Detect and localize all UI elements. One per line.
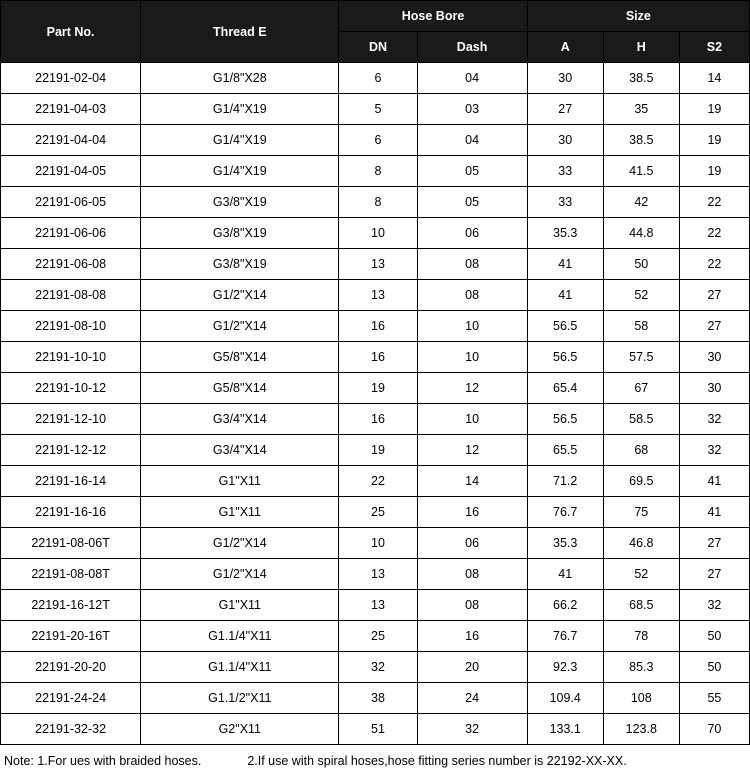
cell-a: 30	[527, 125, 603, 156]
cell-dn: 25	[339, 497, 417, 528]
cell-part-no: 22191-20-16T	[1, 621, 141, 652]
cell-h: 57.5	[603, 342, 679, 373]
cell-a: 109.4	[527, 683, 603, 714]
cell-h: 58	[603, 311, 679, 342]
cell-thread-e: G3/4"X14	[141, 404, 339, 435]
cell-thread-e: G1/4"X19	[141, 125, 339, 156]
cell-s2: 30	[679, 373, 749, 404]
cell-h: 52	[603, 559, 679, 590]
cell-part-no: 22191-04-05	[1, 156, 141, 187]
column-header-part-no: Part No.	[1, 1, 141, 63]
cell-a: 71.2	[527, 466, 603, 497]
table-row	[1, 280, 750, 311]
table-header	[1, 1, 750, 63]
cell-a: 76.7	[527, 497, 603, 528]
cell-s2: 27	[679, 280, 749, 311]
cell-dash: 05	[417, 156, 527, 187]
cell-part-no: 22191-12-10	[1, 404, 141, 435]
cell-h: 58.5	[603, 404, 679, 435]
cell-dash: 24	[417, 683, 527, 714]
cell-a: 56.5	[527, 404, 603, 435]
cell-part-no: 22191-06-05	[1, 187, 141, 218]
cell-a: 27	[527, 94, 603, 125]
cell-a: 30	[527, 63, 603, 94]
table-row	[1, 466, 750, 497]
cell-dn: 13	[339, 559, 417, 590]
cell-dash: 12	[417, 435, 527, 466]
cell-dash: 08	[417, 280, 527, 311]
cell-s2: 27	[679, 528, 749, 559]
cell-h: 41.5	[603, 156, 679, 187]
cell-s2: 41	[679, 497, 749, 528]
cell-h: 68.5	[603, 590, 679, 621]
cell-dash: 06	[417, 218, 527, 249]
column-header-thread-e: Thread E	[141, 1, 339, 63]
column-header-dn: DN	[339, 32, 417, 63]
table-row	[1, 342, 750, 373]
table-body	[1, 63, 750, 745]
cell-dash: 12	[417, 373, 527, 404]
cell-part-no: 22191-02-04	[1, 63, 141, 94]
table-row	[1, 187, 750, 218]
column-header-a: A	[527, 32, 603, 63]
cell-dn: 13	[339, 590, 417, 621]
table-row	[1, 652, 750, 683]
cell-thread-e: G2"X11	[141, 714, 339, 745]
cell-part-no: 22191-24-24	[1, 683, 141, 714]
cell-h: 78	[603, 621, 679, 652]
cell-part-no: 22191-16-14	[1, 466, 141, 497]
cell-thread-e: G5/8"X14	[141, 373, 339, 404]
cell-h: 38.5	[603, 125, 679, 156]
cell-thread-e: G1/8"X28	[141, 63, 339, 94]
cell-thread-e: G1.1/4"X11	[141, 652, 339, 683]
cell-part-no: 22191-08-10	[1, 311, 141, 342]
cell-dash: 05	[417, 187, 527, 218]
cell-a: 35.3	[527, 528, 603, 559]
cell-a: 41	[527, 280, 603, 311]
cell-thread-e: G3/8"X19	[141, 218, 339, 249]
cell-part-no: 22191-16-12T	[1, 590, 141, 621]
cell-a: 92.3	[527, 652, 603, 683]
cell-s2: 50	[679, 652, 749, 683]
cell-s2: 55	[679, 683, 749, 714]
cell-dash: 16	[417, 621, 527, 652]
table-row	[1, 683, 750, 714]
table-row	[1, 714, 750, 745]
cell-s2: 70	[679, 714, 749, 745]
cell-dash: 04	[417, 63, 527, 94]
cell-h: 42	[603, 187, 679, 218]
cell-thread-e: G1"X11	[141, 590, 339, 621]
cell-h: 38.5	[603, 63, 679, 94]
cell-s2: 27	[679, 559, 749, 590]
cell-dn: 13	[339, 249, 417, 280]
cell-s2: 50	[679, 621, 749, 652]
cell-dn: 16	[339, 311, 417, 342]
cell-dn: 13	[339, 280, 417, 311]
cell-s2: 22	[679, 218, 749, 249]
footnote-part-1: Note: 1.For ues with braided hoses.	[4, 754, 202, 768]
cell-thread-e: G1"X11	[141, 466, 339, 497]
cell-thread-e: G1/4"X19	[141, 94, 339, 125]
table-row	[1, 63, 750, 94]
cell-dash: 08	[417, 559, 527, 590]
cell-thread-e: G1/2"X14	[141, 528, 339, 559]
cell-s2: 14	[679, 63, 749, 94]
cell-a: 56.5	[527, 311, 603, 342]
cell-a: 41	[527, 559, 603, 590]
cell-part-no: 22191-12-12	[1, 435, 141, 466]
cell-s2: 32	[679, 404, 749, 435]
cell-dash: 04	[417, 125, 527, 156]
cell-dn: 5	[339, 94, 417, 125]
cell-h: 67	[603, 373, 679, 404]
cell-part-no: 22191-10-12	[1, 373, 141, 404]
cell-a: 133.1	[527, 714, 603, 745]
cell-part-no: 22191-08-06T	[1, 528, 141, 559]
cell-dash: 08	[417, 249, 527, 280]
cell-h: 52	[603, 280, 679, 311]
cell-dn: 10	[339, 218, 417, 249]
cell-dash: 10	[417, 404, 527, 435]
column-header-dash: Dash	[417, 32, 527, 63]
cell-dn: 16	[339, 404, 417, 435]
cell-thread-e: G1/4"X19	[141, 156, 339, 187]
column-header-h: H	[603, 32, 679, 63]
cell-s2: 22	[679, 187, 749, 218]
cell-h: 108	[603, 683, 679, 714]
cell-dn: 19	[339, 435, 417, 466]
cell-dn: 51	[339, 714, 417, 745]
cell-dash: 32	[417, 714, 527, 745]
cell-a: 41	[527, 249, 603, 280]
cell-h: 35	[603, 94, 679, 125]
table-row	[1, 528, 750, 559]
table-row	[1, 249, 750, 280]
table-row	[1, 404, 750, 435]
cell-h: 46.8	[603, 528, 679, 559]
cell-a: 65.4	[527, 373, 603, 404]
table-row	[1, 156, 750, 187]
cell-dash: 08	[417, 590, 527, 621]
table-row	[1, 497, 750, 528]
table-row	[1, 621, 750, 652]
cell-h: 44.8	[603, 218, 679, 249]
cell-dn: 16	[339, 342, 417, 373]
cell-thread-e: G3/8"X19	[141, 249, 339, 280]
cell-h: 85.3	[603, 652, 679, 683]
cell-dn: 22	[339, 466, 417, 497]
cell-part-no: 22191-08-08	[1, 280, 141, 311]
cell-thread-e: G1/2"X14	[141, 559, 339, 590]
table-row	[1, 435, 750, 466]
cell-h: 50	[603, 249, 679, 280]
cell-s2: 19	[679, 125, 749, 156]
table-row	[1, 373, 750, 404]
cell-part-no: 22191-04-04	[1, 125, 141, 156]
table-row	[1, 94, 750, 125]
cell-a: 66.2	[527, 590, 603, 621]
cell-s2: 19	[679, 156, 749, 187]
cell-h: 75	[603, 497, 679, 528]
cell-a: 56.5	[527, 342, 603, 373]
cell-dn: 32	[339, 652, 417, 683]
cell-part-no: 22191-06-08	[1, 249, 141, 280]
cell-h: 68	[603, 435, 679, 466]
table-row	[1, 311, 750, 342]
cell-dn: 19	[339, 373, 417, 404]
table-row	[1, 559, 750, 590]
cell-s2: 19	[679, 94, 749, 125]
cell-thread-e: G1/2"X14	[141, 280, 339, 311]
cell-dash: 16	[417, 497, 527, 528]
cell-dn: 6	[339, 63, 417, 94]
cell-a: 76.7	[527, 621, 603, 652]
cell-s2: 41	[679, 466, 749, 497]
cell-dash: 20	[417, 652, 527, 683]
cell-thread-e: G3/4"X14	[141, 435, 339, 466]
cell-thread-e: G5/8"X14	[141, 342, 339, 373]
column-header-s2: S2	[679, 32, 749, 63]
cell-thread-e: G1"X11	[141, 497, 339, 528]
cell-h: 123.8	[603, 714, 679, 745]
cell-a: 33	[527, 156, 603, 187]
cell-thread-e: G1.1/4"X11	[141, 621, 339, 652]
cell-s2: 32	[679, 435, 749, 466]
cell-thread-e: G3/8"X19	[141, 187, 339, 218]
cell-part-no: 22191-10-10	[1, 342, 141, 373]
cell-part-no: 22191-08-08T	[1, 559, 141, 590]
cell-dash: 10	[417, 342, 527, 373]
cell-dash: 10	[417, 311, 527, 342]
cell-a: 33	[527, 187, 603, 218]
table-row	[1, 125, 750, 156]
cell-dash: 03	[417, 94, 527, 125]
cell-thread-e: G1.1/2"X11	[141, 683, 339, 714]
cell-dn: 8	[339, 187, 417, 218]
cell-a: 35.3	[527, 218, 603, 249]
footnote	[0, 745, 750, 768]
cell-s2: 32	[679, 590, 749, 621]
cell-part-no: 22191-06-06	[1, 218, 141, 249]
table-row	[1, 590, 750, 621]
cell-h: 69.5	[603, 466, 679, 497]
cell-dn: 8	[339, 156, 417, 187]
cell-dash: 14	[417, 466, 527, 497]
cell-dn: 38	[339, 683, 417, 714]
cell-s2: 27	[679, 311, 749, 342]
cell-part-no: 22191-04-03	[1, 94, 141, 125]
cell-part-no: 22191-32-32	[1, 714, 141, 745]
cell-a: 65.5	[527, 435, 603, 466]
cell-s2: 30	[679, 342, 749, 373]
cell-dash: 06	[417, 528, 527, 559]
cell-part-no: 22191-16-16	[1, 497, 141, 528]
cell-part-no: 22191-20-20	[1, 652, 141, 683]
cell-dn: 6	[339, 125, 417, 156]
cell-s2: 22	[679, 249, 749, 280]
cell-dn: 25	[339, 621, 417, 652]
table-row	[1, 218, 750, 249]
column-group-header-size: Size	[527, 1, 749, 32]
column-group-header-hose-bore: Hose Bore	[339, 1, 527, 32]
cell-dn: 10	[339, 528, 417, 559]
footnote-part-2: 2.If use with spiral hoses,hose fitting series number is 22192-XX-XX.	[247, 754, 627, 768]
cell-thread-e: G1/2"X14	[141, 311, 339, 342]
